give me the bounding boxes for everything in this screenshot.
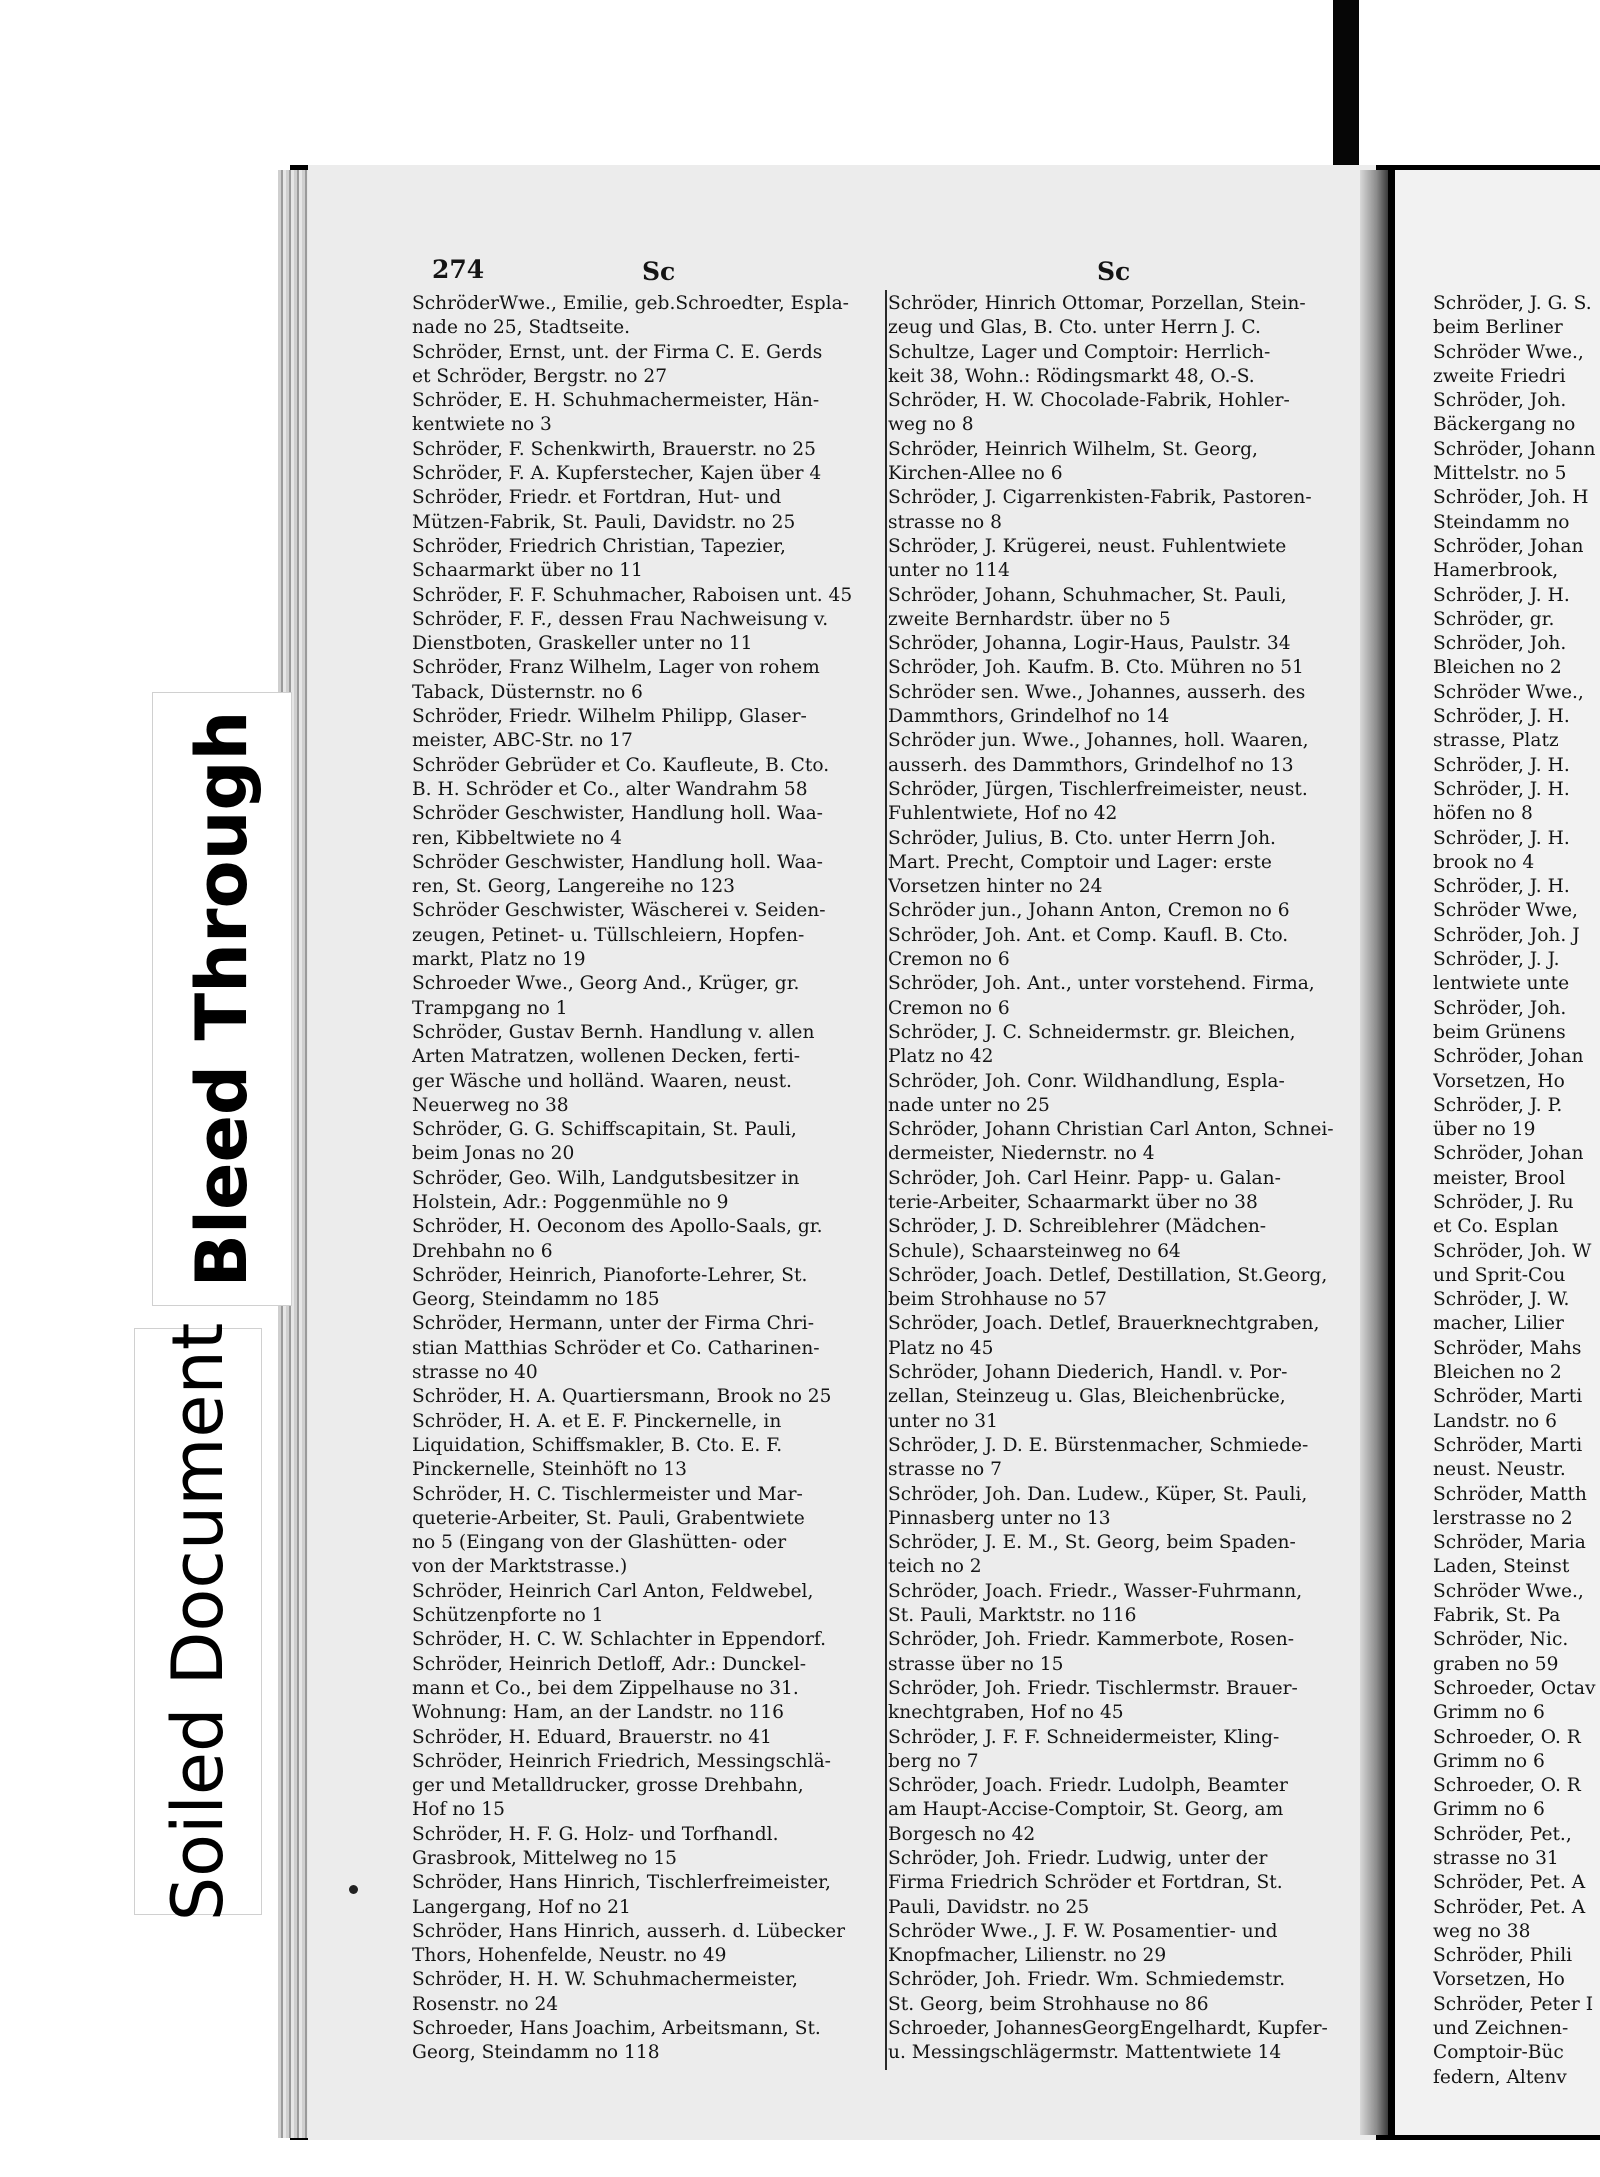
- directory-line: Pauli, Davidstr. no 25: [888, 1896, 1090, 1918]
- directory-line: Schröder, Marti: [1433, 1386, 1583, 1408]
- directory-line: Schröder, Friedr. et Fortdran, Hut- und: [412, 487, 782, 509]
- directory-line: Schroeder, Hans Joachim, Arbeitsmann, St.: [412, 2018, 821, 2040]
- directory-line: Schröder, J. G. S.: [1433, 293, 1592, 314]
- directory-line: zeugen, Petinet- u. Tüllschleiern, Hopfen-: [412, 924, 805, 946]
- directory-line: unter no 114: [888, 560, 1010, 582]
- directory-line: lerstrasse no 2: [1433, 1507, 1573, 1529]
- directory-line: B. H. Schröder et Co., alter Wandrahm 58: [412, 778, 808, 800]
- directory-line: Schröder, J. D. E. Bürstenmacher, Schmiede-: [888, 1434, 1309, 1456]
- directory-line: graben no 59: [1433, 1653, 1559, 1675]
- directory-line: Schröder, Johann, Schuhmacher, St. Pauli,: [888, 584, 1287, 606]
- directory-line: Grimm no 6: [1433, 1750, 1545, 1772]
- directory-line: Schröder, Joh. Conr. Wildhandlung, Espla-: [888, 1070, 1285, 1092]
- directory-line: Schröder, Friedr. Wilhelm Philipp, Glaser-: [412, 706, 807, 728]
- directory-line: weg no 8: [888, 414, 974, 436]
- directory-line: Holstein, Adr.: Poggenmühle no 9: [412, 1191, 729, 1213]
- scan-background-bottom: [0, 2140, 1600, 2177]
- directory-line: Schultze, Lager und Comptoir: Herrlich-: [888, 341, 1271, 363]
- directory-line: Schröder, Joach. Friedr., Wasser-Fuhrmann,: [888, 1580, 1303, 1602]
- directory-line: von der Marktstrasse.): [412, 1556, 628, 1578]
- directory-line: nade no 25, Stadtseite.: [412, 317, 630, 339]
- directory-line: Landstr. no 6: [1433, 1410, 1557, 1432]
- directory-line: Schröder, Mahs: [1433, 1337, 1582, 1359]
- directory-line: Drehbahn no 6: [412, 1240, 553, 1262]
- directory-line: macher, Lilier: [1433, 1313, 1564, 1335]
- directory-line: Schröder, J. J.: [1433, 949, 1560, 971]
- directory-line: Hamerbrook,: [1433, 560, 1559, 582]
- directory-line: Schröder, Pet. A: [1433, 1872, 1586, 1894]
- directory-line: stian Matthias Schröder et Co. Catharinen-: [412, 1337, 820, 1359]
- directory-line: über no 19: [1433, 1119, 1536, 1141]
- directory-line: Taback, Düsternstr. no 6: [412, 681, 643, 703]
- directory-line: Schröder, Joh. J: [1433, 924, 1580, 946]
- directory-line: Schröder jun. Wwe., Johannes, holl. Waaren,: [888, 730, 1309, 752]
- directory-line: weg no 38: [1433, 1920, 1531, 1942]
- directory-line: Hof no 15: [412, 1799, 505, 1821]
- directory-line: Schröder, H. Oeconom des Apollo-Saals, gr.: [412, 1216, 823, 1238]
- directory-line: SchröderWwe., Emilie, geb.Schroedter, Espla-: [412, 293, 849, 314]
- directory-line: ger und Metalldrucker, grosse Drehbahn,: [412, 1775, 804, 1797]
- directory-line: brook no 4: [1433, 851, 1535, 873]
- directory-line: Schröder, Joh.: [1433, 997, 1567, 1019]
- directory-line: strasse über no 15: [888, 1653, 1064, 1675]
- directory-line: zweite Friedri: [1433, 365, 1566, 387]
- directory-line: no 5 (Eingang von der Glashütten- oder: [412, 1532, 787, 1554]
- entries-column-right: [888, 292, 1348, 2066]
- directory-line: Schröder, Joh. Dan. Ludew., Küper, St. Pauli,: [888, 1483, 1308, 1505]
- directory-line: Schröder, J. H.: [1433, 754, 1570, 776]
- directory-line: Cremon no 6: [888, 949, 1010, 971]
- directory-line: Schröder, H. C. W. Schlachter in Eppendorf.: [412, 1629, 827, 1651]
- directory-line: Schröder, J. P.: [1433, 1094, 1563, 1116]
- directory-line: Schröder, H. F. G. Holz- und Torfhandl.: [412, 1823, 779, 1845]
- page-number: 274: [432, 255, 485, 284]
- directory-line: Schröder, Joh.: [1433, 633, 1567, 655]
- directory-line: Fuhlentwiete, Hof no 42: [888, 803, 1118, 825]
- directory-line: Schroeder, O. R: [1433, 1775, 1581, 1797]
- directory-line: Schröder, Joh. Friedr. Kammerbote, Rosen-: [888, 1629, 1295, 1651]
- directory-line: Schröder, Friedrich Christian, Tapezier,: [412, 535, 786, 557]
- directory-line: Schröder, Joh. Carl Heinr. Papp- u. Galan-: [888, 1167, 1281, 1189]
- directory-line: Pinnasberg unter no 13: [888, 1507, 1111, 1529]
- directory-line: Bleichen no 2: [1433, 657, 1562, 679]
- directory-line: ren, Kibbeltwiete no 4: [412, 827, 622, 849]
- directory-line: strasse, Platz: [1433, 730, 1559, 752]
- directory-line: Schröder, F. A. Kupferstecher, Kajen über 4: [412, 463, 822, 485]
- directory-line: Schröder, H. C. Tischlermeister und Mar-: [412, 1483, 803, 1505]
- directory-line: Mützen-Fabrik, St. Pauli, Davidstr. no 25: [412, 511, 796, 533]
- directory-line: Schröder, F. F. Schuhmacher, Raboisen unt. 45: [412, 584, 853, 606]
- scan-background-top-right: [1359, 0, 1600, 165]
- directory-line: Schröder, H. Eduard, Brauerstr. no 41: [412, 1726, 772, 1748]
- directory-line: Schröder, H. A. Quartiersmann, Brook no 25: [412, 1386, 832, 1408]
- directory-line: dermeister, Niedernstr. no 4: [888, 1143, 1155, 1165]
- directory-line: Schröder, Joh. W: [1433, 1240, 1592, 1262]
- directory-line: Schröder, J. H.: [1433, 876, 1570, 898]
- directory-line: Schröder, Marti: [1433, 1434, 1583, 1456]
- directory-line: meister, ABC-Str. no 17: [412, 730, 633, 752]
- directory-line: Schröder, Joh. Kaufm. B. Cto. Mühren no 51: [888, 657, 1304, 679]
- directory-line: Schröder, Johan: [1433, 535, 1584, 557]
- directory-line: Schröder Wwe,: [1433, 900, 1578, 922]
- directory-line: teich no 2: [888, 1556, 982, 1578]
- directory-line: keit 38, Wohn.: Rödingsmarkt 48, O.-S.: [888, 365, 1255, 387]
- directory-line: Schröder, Gustav Bernh. Handlung v. allen: [412, 1021, 815, 1043]
- directory-line: Schröder, Joach. Detlef, Brauerknechtgraben,: [888, 1313, 1320, 1335]
- directory-line: am Haupt-Accise-Comptoir, St. Georg, am: [888, 1799, 1284, 1821]
- directory-line: Wohnung: Ham, an der Landstr. no 116: [412, 1702, 785, 1724]
- directory-line: Schröder, Nic.: [1433, 1629, 1569, 1651]
- directory-line: beim Grünens: [1433, 1021, 1566, 1043]
- directory-line: Schröder, Joh. H: [1433, 487, 1589, 509]
- directory-line: ren, St. Georg, Langereihe no 123: [412, 876, 735, 898]
- directory-line: Schröder, J. C. Schneidermstr. gr. Bleichen,: [888, 1021, 1296, 1043]
- directory-line: Schützenpforte no 1: [412, 1605, 604, 1627]
- directory-line: Platz no 45: [888, 1337, 994, 1359]
- directory-line: Schröder, J. H.: [1433, 706, 1570, 728]
- directory-line: Schröder, Maria: [1433, 1532, 1586, 1554]
- directory-line: Firma Friedrich Schröder et Fortdran, St.: [888, 1872, 1283, 1894]
- directory-line: strasse no 8: [888, 511, 1002, 533]
- directory-line: lentwiete unte: [1433, 973, 1570, 995]
- directory-line: strasse no 40: [412, 1362, 538, 1384]
- directory-line: Mart. Precht, Comptoir und Lager: erste: [888, 851, 1272, 873]
- soiled-document-label: [134, 1322, 262, 1921]
- scan-dark-band: [1333, 0, 1359, 165]
- directory-line: Arten Matratzen, wollenen Decken, ferti-: [412, 1046, 801, 1068]
- directory-line: Schröder, G. G. Schiffscapitain, St. Pauli,: [412, 1119, 797, 1141]
- directory-line: neust. Neustr.: [1433, 1459, 1566, 1481]
- directory-line: knechtgraben, Hof no 45: [888, 1702, 1124, 1724]
- directory-line: St. Georg, beim Strohhause no 86: [888, 1993, 1209, 2015]
- directory-line: Schröder, Hans Hinrich, ausserh. d. Lübecker: [412, 1920, 846, 1942]
- directory-line: mann et Co., bei dem Zippelhause no 31.: [412, 1677, 799, 1699]
- directory-line: berg no 7: [888, 1750, 979, 1772]
- directory-line: ausserh. des Dammthors, Grindelhof no 13: [888, 754, 1294, 776]
- directory-line: und Sprit-Cou: [1433, 1264, 1566, 1286]
- entries-column-left: [412, 292, 890, 2066]
- directory-line: Vorsetzen, Ho: [1433, 1070, 1565, 1092]
- directory-line: kentwiete no 3: [412, 414, 552, 436]
- directory-line: Schröder, Johanna, Logir-Haus, Paulstr. 34: [888, 633, 1291, 655]
- directory-line: Schröder Geschwister, Handlung holl. Waa-: [412, 851, 823, 873]
- directory-line: Borgesch no 42: [888, 1823, 1036, 1845]
- directory-line: Bleichen no 2: [1433, 1362, 1562, 1384]
- directory-line: et Schröder, Bergstr. no 27: [412, 365, 668, 387]
- directory-line: Thors, Hohenfelde, Neustr. no 49: [412, 1945, 727, 1967]
- directory-line: Laden, Steinst: [1433, 1556, 1570, 1578]
- directory-line: Schröder, Joach. Friedr. Ludolph, Beamter: [888, 1775, 1288, 1797]
- directory-line: Schröder, Johan: [1433, 1143, 1584, 1165]
- directory-line: Schröder, H. A. et E. F. Pinckernelle, in: [412, 1410, 782, 1432]
- directory-line: Schröder Wwe., J. F. W. Posamentier- und: [888, 1920, 1278, 1942]
- directory-line: Comptoir-Büc: [1433, 2042, 1564, 2064]
- bleed-through-text: Bleed Through: [181, 710, 263, 1288]
- directory-line: Dammthors, Grindelhof no 14: [888, 706, 1170, 728]
- directory-line: Schröder, F. F., dessen Frau Nachweisung v.: [412, 608, 829, 630]
- directory-line: beim Berliner: [1433, 317, 1563, 339]
- directory-line: Langergang, Hof no 21: [412, 1896, 631, 1918]
- directory-line: Steindamm no: [1433, 511, 1570, 533]
- directory-line: Schröder, Hinrich Ottomar, Porzellan, Stein-: [888, 293, 1306, 314]
- directory-line: Schröder, Geo. Wilh, Landgutsbesitzer in: [412, 1167, 800, 1189]
- directory-line: Schröder, gr.: [1433, 608, 1555, 630]
- directory-line: federn, Altenv: [1433, 2066, 1567, 2088]
- directory-line: Schröder, Heinrich, Pianoforte-Lehrer, St.: [412, 1264, 808, 1286]
- directory-line: terie-Arbeiter, Schaarmarkt über no 38: [888, 1191, 1258, 1213]
- directory-line: Schröder, Hans Hinrich, Tischlerfreimeister,: [412, 1872, 831, 1894]
- directory-line: Schröder jun., Johann Anton, Cremon no 6: [888, 900, 1290, 922]
- directory-line: Schröder, J. Cigarrenkisten-Fabrik, Pastoren-: [888, 487, 1312, 509]
- directory-line: Schröder, Pet. A: [1433, 1896, 1586, 1918]
- directory-line: Schröder, Heinrich Friedrich, Messingschlä-: [412, 1750, 831, 1772]
- directory-line: Schröder Geschwister, Wäscherei v. Seiden-: [412, 900, 826, 922]
- book-gutter-shadow: [1360, 170, 1388, 2135]
- directory-line: Schröder, J. Krügerei, neust. Fuhlentwiete: [888, 535, 1287, 557]
- directory-line: Kirchen-Allee no 6: [888, 463, 1063, 485]
- scan-background-top: [290, 0, 1333, 165]
- directory-line: Schröder, J. D. Schreiblehrer (Mädchen-: [888, 1216, 1267, 1238]
- directory-line: Schröder, Joh. Friedr. Ludwig, unter der: [888, 1848, 1268, 1869]
- directory-line: beim Strohhause no 57: [888, 1289, 1107, 1311]
- directory-line: zweite Bernhardstr. über no 5: [888, 608, 1171, 630]
- directory-line: zeug und Glas, B. Cto. unter Herrn J. C.: [888, 317, 1261, 339]
- directory-line: Schröder, Jürgen, Tischlerfreimeister, neust.: [888, 778, 1308, 800]
- directory-line: Schröder, Johann Diederich, Handl. v. Por-: [888, 1362, 1288, 1384]
- directory-line: Schröder, Pet.,: [1433, 1823, 1572, 1845]
- directory-line: Schröder, Joh. Friedr. Wm. Schmiedemstr.: [888, 1969, 1286, 1991]
- directory-line: Neuerweg no 38: [412, 1094, 569, 1116]
- directory-line: Schröder, Franz Wilhelm, Lager von rohem: [412, 657, 820, 679]
- directory-line: Schröder, J. F. F. Schneidermeister, Kling-: [888, 1726, 1280, 1748]
- directory-line: St. Pauli, Marktstr. no 116: [888, 1605, 1137, 1627]
- directory-line: Schröder, F. Schenkwirth, Brauerstr. no 25: [412, 438, 816, 460]
- directory-line: Schröder, Joh. Friedr. Tischlermstr. Brauer-: [888, 1677, 1298, 1699]
- directory-line: Schaarmarkt über no 11: [412, 560, 643, 582]
- directory-line: Schröder, Julius, B. Cto. unter Herrn Joh.: [888, 827, 1276, 849]
- directory-line: ger Wäsche und holländ. Waaren, neust.: [412, 1070, 792, 1092]
- directory-line: Schröder, Joh. Ant., unter vorstehend. Firma,: [888, 973, 1315, 995]
- directory-line: Schröder, J. H.: [1433, 827, 1570, 849]
- directory-line: Georg, Steindamm no 185: [412, 1289, 660, 1311]
- directory-line: Schröder Wwe.,: [1433, 1580, 1584, 1602]
- directory-line: höfen no 8: [1433, 803, 1533, 825]
- directory-line: Schröder, Johann: [1433, 438, 1596, 460]
- directory-line: markt, Platz no 19: [412, 949, 586, 971]
- directory-line: Grimm no 6: [1433, 1702, 1545, 1724]
- directory-line: Fabrik, St. Pa: [1433, 1605, 1561, 1627]
- directory-line: beim Jonas no 20: [412, 1143, 575, 1165]
- directory-line: Schröder, Peter I: [1433, 1993, 1594, 2015]
- directory-line: Platz no 42: [888, 1046, 994, 1068]
- directory-line: Schröder, Joach. Detlef, Destillation, St.Georg,: [888, 1264, 1328, 1286]
- directory-line: Schröder, Heinrich Detloff, Adr.: Dunckel-: [412, 1653, 806, 1675]
- directory-line: Schroeder, O. R: [1433, 1726, 1581, 1748]
- directory-line: Schule), Schaarsteinweg no 64: [888, 1240, 1181, 1262]
- directory-line: Liquidation, Schiffsmakler, B. Cto. E. F.: [412, 1434, 783, 1456]
- directory-line: Schröder, Joh. Ant. et Comp. Kaufl. B. Cto.: [888, 924, 1289, 946]
- directory-line: Schröder, Heinrich Wilhelm, St. Georg,: [888, 438, 1258, 460]
- directory-line: meister, Brool: [1433, 1167, 1566, 1189]
- directory-line: Schröder, J. W.: [1433, 1289, 1570, 1311]
- directory-line: Vorsetzen, Ho: [1433, 1969, 1565, 1991]
- running-header-left: Sc: [642, 257, 676, 286]
- directory-line: Trampgang no 1: [412, 997, 568, 1019]
- directory-line: Schröder, Matth: [1433, 1483, 1587, 1505]
- directory-line: Grasbrook, Mittelweg no 15: [412, 1848, 677, 1869]
- directory-line: Schröder, J. H.: [1433, 584, 1570, 606]
- directory-line: Schroeder, JohannesGeorgEngelhardt, Kupfer-: [888, 2018, 1328, 2040]
- directory-line: und Zeichnen-: [1433, 2018, 1569, 2040]
- directory-line: Schröder, E. H. Schuhmachermeister, Hän-: [412, 390, 820, 412]
- directory-line: nade unter no 25: [888, 1094, 1050, 1116]
- directory-line: Cremon no 6: [888, 997, 1010, 1019]
- directory-line: queterie-Arbeiter, St. Pauli, Grabentwiete: [412, 1507, 805, 1529]
- directory-line: Schröder sen. Wwe., Johannes, ausserh. des: [888, 681, 1306, 703]
- directory-line: Schröder Gebrüder et Co. Kaufleute, B. Cto.: [412, 754, 830, 776]
- directory-line: Schröder, Heinrich Carl Anton, Feldwebel,: [412, 1580, 814, 1602]
- directory-line: Rosenstr. no 24: [412, 1993, 559, 2015]
- directory-line: Schröder, H. H. W. Schuhmachermeister,: [412, 1969, 798, 1991]
- directory-line: Schröder, Joh.: [1433, 390, 1567, 412]
- directory-line: Schröder, Hermann, unter der Firma Chri-: [412, 1313, 814, 1335]
- directory-line: Dienstboten, Graskeller unter no 11: [412, 633, 753, 655]
- directory-line: Schröder, Johan: [1433, 1046, 1584, 1068]
- directory-line: Vorsetzen hinter no 24: [888, 876, 1103, 898]
- directory-line: Schröder Wwe.,: [1433, 681, 1584, 703]
- directory-line: Schröder, Johann Christian Carl Anton, Schnei-: [888, 1119, 1334, 1141]
- directory-line: Schroeder Wwe., Georg And., Krüger, gr.: [412, 973, 800, 995]
- directory-line: strasse no 7: [888, 1459, 1002, 1481]
- directory-line: Bäckergang no: [1433, 414, 1576, 436]
- directory-line: Schröder Wwe.,: [1433, 341, 1584, 363]
- directory-line: Schröder, J. E. M., St. Georg, beim Spaden-: [888, 1532, 1296, 1554]
- directory-line: Georg, Steindamm no 118: [412, 2042, 660, 2064]
- page-stain: [349, 1885, 358, 1894]
- directory-line: Schröder, Phili: [1433, 1945, 1573, 1967]
- directory-line: Pinckernelle, Steinhöft no 13: [412, 1459, 688, 1481]
- directory-line: Schröder, Ernst, unt. der Firma C. E. Gerds: [412, 341, 823, 363]
- directory-line: Schroeder, Octav: [1433, 1677, 1596, 1699]
- directory-line: Schröder, J. Ru: [1433, 1191, 1574, 1213]
- directory-line: u. Messingschlägermstr. Mattentwiete 14: [888, 2042, 1282, 2064]
- directory-line: Knopfmacher, Lilienstr. no 29: [888, 1945, 1167, 1967]
- directory-line: unter no 31: [888, 1410, 998, 1432]
- directory-line: Schröder Geschwister, Handlung holl. Waa-: [412, 803, 823, 825]
- soiled-document-text: Soiled Document: [157, 1322, 239, 1921]
- directory-line: strasse no 31: [1433, 1848, 1559, 1869]
- directory-line: zellan, Steinzeug u. Glas, Bleichenbrücke,: [888, 1386, 1286, 1408]
- bleed-through-label: [152, 692, 292, 1306]
- directory-line: Schröder, H. W. Chocolade-Fabrik, Hohler-: [888, 390, 1290, 412]
- directory-line: Mittelstr. no 5: [1433, 463, 1567, 485]
- running-header-right: Sc: [1097, 257, 1131, 286]
- entries-column-adjacent-page: [1433, 292, 1600, 2090]
- directory-line: et Co. Esplan: [1433, 1216, 1559, 1238]
- directory-line: Schröder, J. H.: [1433, 778, 1570, 800]
- directory-line: Grimm no 6: [1433, 1799, 1545, 1821]
